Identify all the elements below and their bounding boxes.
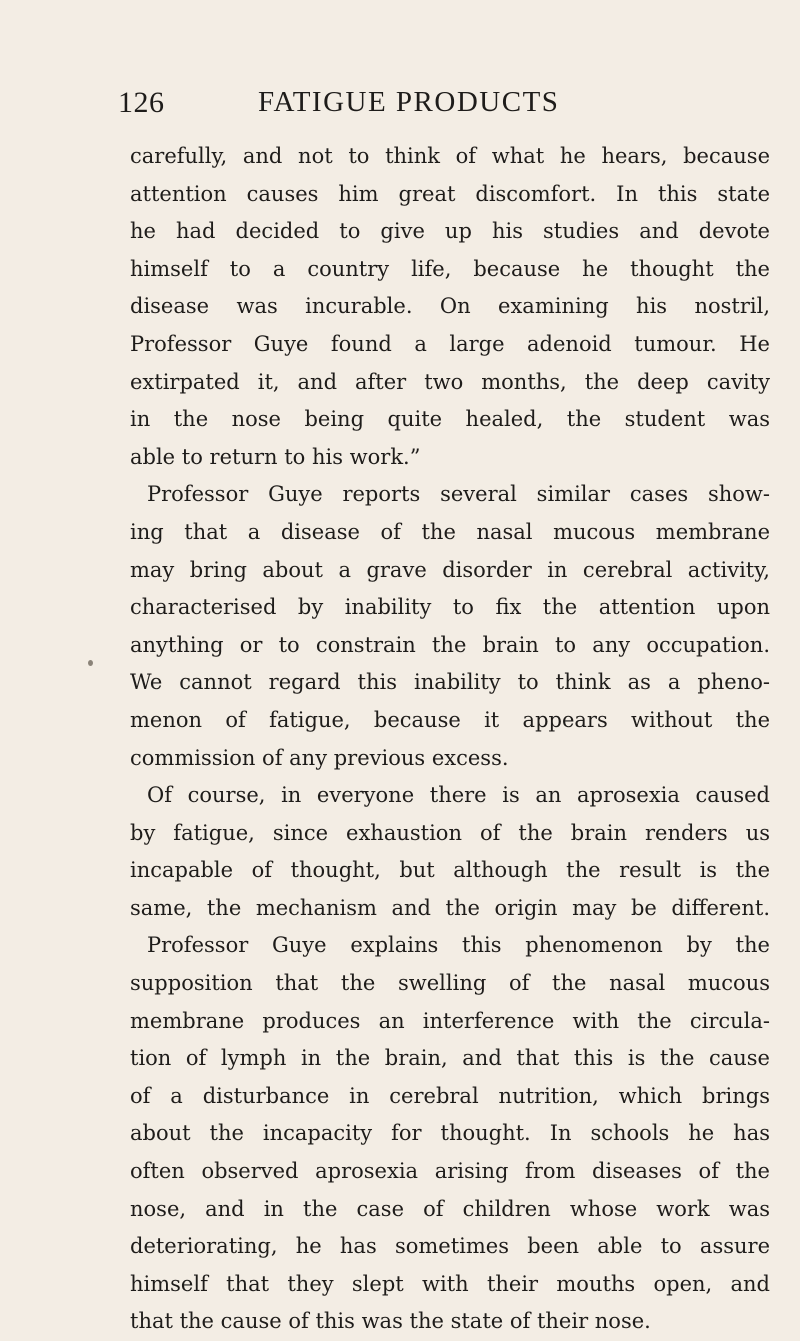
text-line: able to return to his work.” (130, 444, 421, 469)
paragraph-start-line: Of course, in everyone there is an aprosexia caused (147, 783, 770, 808)
text-line: in the nose being quite healed, the student was (130, 407, 770, 432)
text-line: extirpated it, and after two months, the deep cavity (130, 369, 770, 394)
paper-speck (88, 660, 93, 666)
text-line: tion of lymph in the brain, and that this is the cause (130, 1046, 770, 1071)
paragraph-start-line: Professor Guye reports several similar cases show- (147, 482, 770, 507)
text-line: deteriorating, he has sometimes been able to assure (130, 1234, 770, 1259)
text-line: nose, and in the case of children whose work was (130, 1196, 770, 1221)
paragraph-start-line: Professor Guye explains this phenomenon by the (147, 933, 770, 958)
text-line: commission of any previous excess. (130, 745, 509, 770)
text-line: by fatigue, since exhaustion of the brain renders us (130, 820, 770, 845)
text-line: himself that they slept with their mouths open, and (130, 1271, 770, 1296)
text-line: ing that a disease of the nasal mucous membrane (130, 519, 770, 544)
text-line: disease was incurable. On examining his nostril, (130, 294, 770, 319)
page-header (118, 86, 768, 130)
text-line: incapable of thought, but although the result is the (130, 858, 770, 883)
text-line: carefully, and not to think of what he hears, because (130, 144, 770, 168)
text-line: We cannot regard this inability to think as a pheno- (130, 670, 770, 695)
text-line: characterised by inability to fix the attention upon (130, 595, 770, 620)
text-line: often observed aprosexia arising from diseases of the (130, 1159, 770, 1184)
text-line: himself to a country life, because he thought the (130, 256, 770, 281)
text-line: about the incapacity for thought. In schools he has (130, 1121, 770, 1146)
text-line: may bring about a grave disorder in cerebral activity, (130, 557, 770, 582)
text-line: supposition that the swelling of the nasal mucous (130, 971, 770, 996)
text-line: menon of fatigue, because it appears without the (130, 707, 770, 732)
text-line: same, the mechanism and the origin may be different. (130, 895, 770, 920)
text-line: Professor Guye found a large adenoid tumour. He (130, 331, 770, 356)
text-line: that the cause of this was the state of their nose. (130, 1309, 651, 1334)
text-line: attention causes him great discomfort. In this state (130, 181, 770, 206)
text-line: he had decided to give up his studies and devote (130, 219, 770, 244)
text-line: of a disturbance in cerebral nutrition, which brings (130, 1083, 770, 1108)
body-text (130, 138, 770, 1341)
text-line: membrane produces an interference with the circula- (130, 1008, 770, 1033)
running-title: FATIGUE PRODUCTS (258, 86, 560, 118)
text-line: anything or to constrain the brain to any occupation. (130, 632, 770, 657)
page-number: 126 (118, 86, 165, 119)
